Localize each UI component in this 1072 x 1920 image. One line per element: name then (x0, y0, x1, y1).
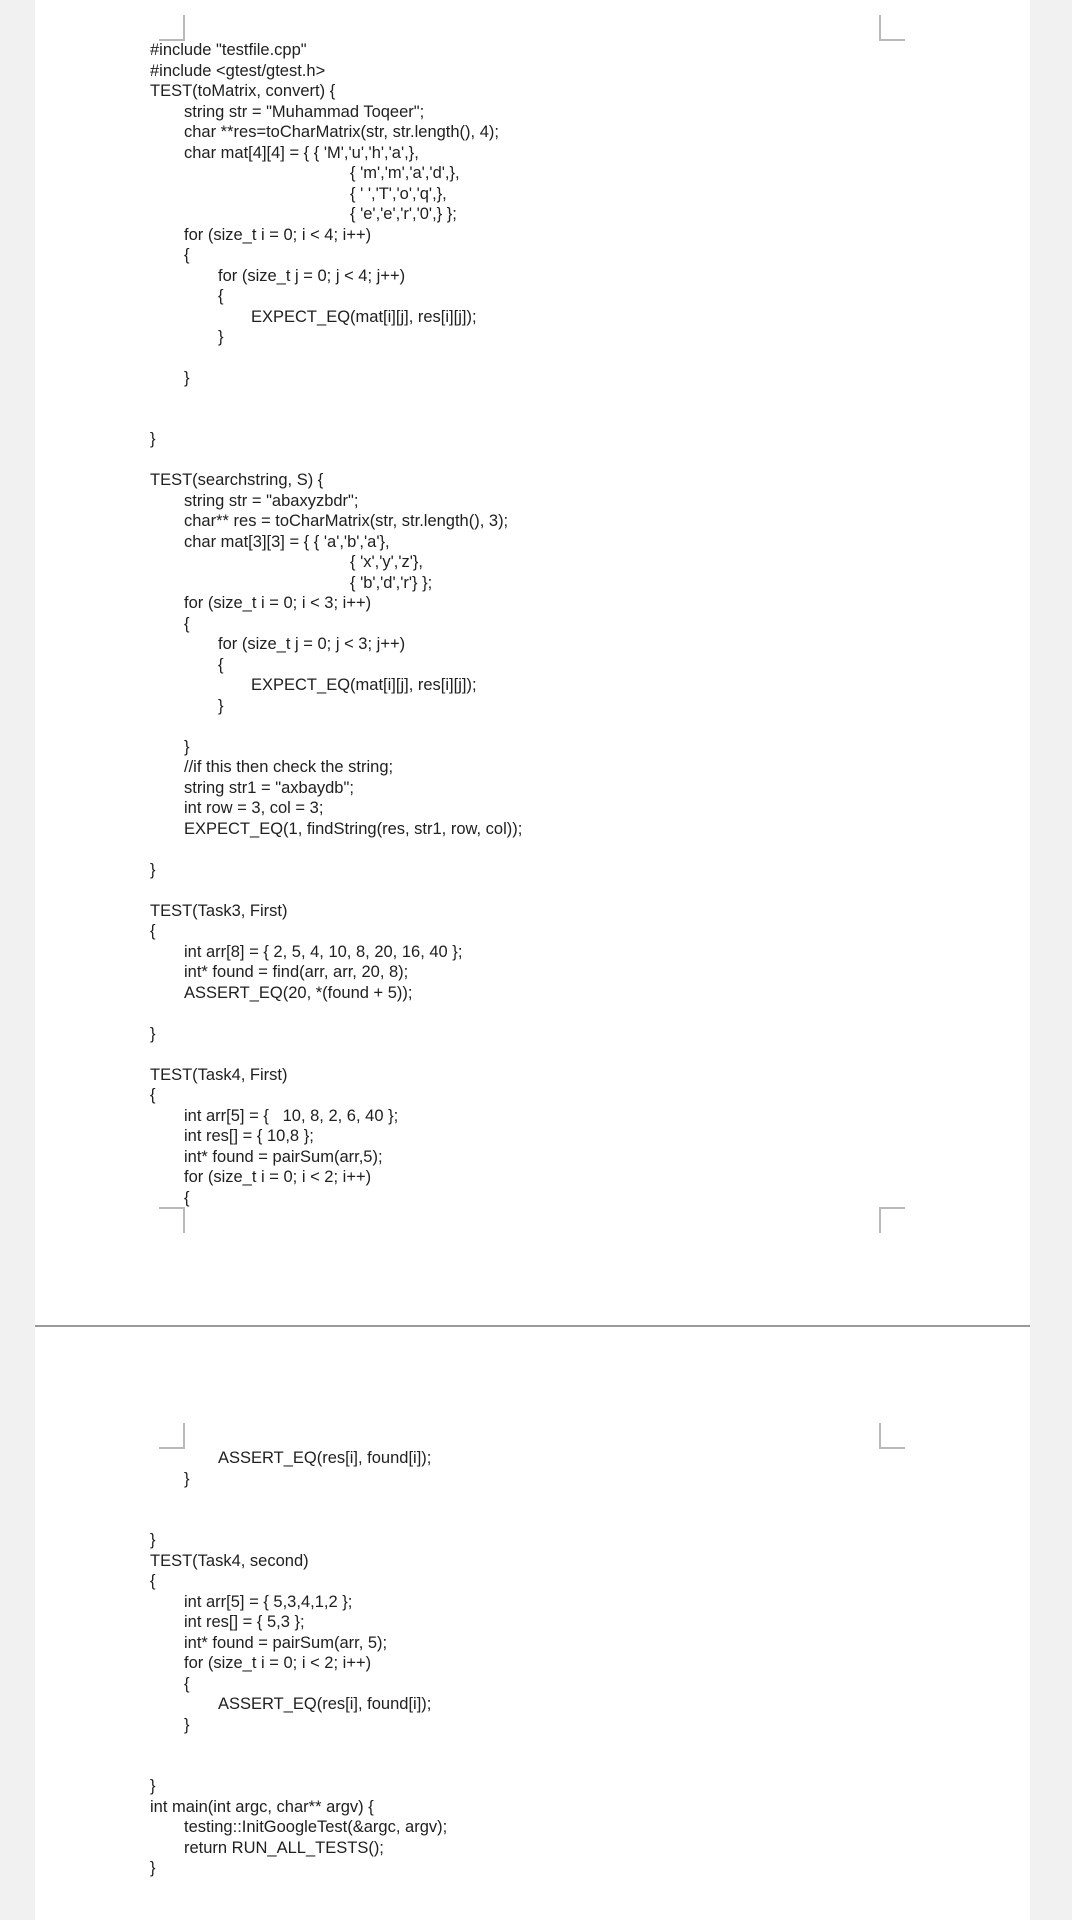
code-line: { (184, 1189, 190, 1207)
code-line: } (184, 1470, 190, 1488)
code-line: TEST(Task4, second) (150, 1552, 309, 1570)
margin-corner-mark (159, 1207, 185, 1233)
code-line: testing::InitGoogleTest(&argc, argv); (184, 1818, 448, 1836)
code-line: { (184, 615, 190, 633)
code-line: string str = "Muhammad Toqeer"; (184, 103, 425, 121)
code-line: EXPECT_EQ(1, findString(res, str1, row, col)); (184, 820, 523, 838)
code-line: for (size_t i = 0; i < 2; i++) (184, 1168, 372, 1186)
code-line: return RUN_ALL_TESTS(); (184, 1839, 384, 1857)
code-line: int arr[5] = { 5,3,4,1,2 }; (184, 1593, 353, 1611)
code-line: { 'b','d','r'} }; (350, 574, 433, 592)
margin-corner-mark (879, 15, 905, 41)
code-line: { (218, 287, 224, 305)
code-line: for (size_t i = 0; i < 2; i++) (184, 1654, 372, 1672)
code-line: TEST(Task4, First) (150, 1066, 288, 1084)
code-line: } (150, 861, 156, 879)
code-line: { 'e','e','r','0',} }; (350, 205, 457, 223)
code-line: for (size_t i = 0; i < 4; i++) (184, 226, 372, 244)
code-line: int row = 3, col = 3; (184, 799, 324, 817)
code-line: { 'm','m','a','d',}, (350, 164, 460, 182)
margin-corner-mark (879, 1207, 905, 1233)
code-line: int res[] = { 10,8 }; (184, 1127, 314, 1145)
code-line: EXPECT_EQ(mat[i][j], res[i][j]); (251, 676, 477, 694)
code-line: int res[] = { 5,3 }; (184, 1613, 305, 1631)
code-line: #include "testfile.cpp" (150, 41, 307, 59)
code-line: TEST(Task3, First) (150, 902, 288, 920)
code-line: } (150, 1025, 156, 1043)
code-line: string str = "abaxyzbdr"; (184, 492, 359, 510)
code-line: ASSERT_EQ(20, *(found + 5)); (184, 984, 413, 1002)
code-line: #include <gtest/gtest.h> (150, 62, 326, 80)
code-line: char mat[3][3] = { { 'a','b','a'}, (184, 533, 390, 551)
code-line: EXPECT_EQ(mat[i][j], res[i][j]); (251, 308, 477, 326)
code-line: TEST(toMatrix, convert) { (150, 82, 336, 100)
code-line: ASSERT_EQ(res[i], found[i]); (218, 1449, 432, 1467)
code-line: } (184, 1716, 190, 1734)
code-line: } (218, 328, 224, 346)
code-line: for (size_t j = 0; j < 3; j++) (218, 635, 406, 653)
code-line: } (184, 738, 190, 756)
code-line: { ' ','T','o','q',}, (350, 185, 447, 203)
code-line: int* found = pairSum(arr,5); (184, 1148, 383, 1166)
code-line: } (150, 1859, 156, 1877)
code-line: } (150, 430, 156, 448)
code-line: string str1 = "axbaydb"; (184, 779, 354, 797)
code-line: { (184, 1675, 190, 1693)
code-line: } (150, 1777, 156, 1795)
code-line: { (218, 656, 224, 674)
code-line: for (size_t i = 0; i < 3; i++) (184, 594, 372, 612)
code-line: char **res=toCharMatrix(str, str.length(), 4); (184, 123, 499, 141)
margin-corner-mark (879, 1423, 905, 1449)
code-line: { (184, 246, 190, 264)
code-line: int* found = pairSum(arr, 5); (184, 1634, 388, 1652)
code-line: for (size_t j = 0; j < 4; j++) (218, 267, 406, 285)
code-line: int* found = find(arr, arr, 20, 8); (184, 963, 409, 981)
code-line: char mat[4][4] = { { 'M','u','h','a',}, (184, 144, 419, 162)
code-line: TEST(searchstring, S) { (150, 471, 324, 489)
code-line: { (150, 922, 156, 940)
margin-corner-mark (159, 15, 185, 41)
document-page-1 (35, 0, 1030, 1325)
margin-corner-mark (159, 1423, 185, 1449)
code-line: int arr[8] = { 2, 5, 4, 10, 8, 20, 16, 40 }; (184, 943, 463, 961)
code-line: } (218, 697, 224, 715)
code-line: char** res = toCharMatrix(str, str.length(), 3); (184, 512, 509, 530)
code-line: int main(int argc, char** argv) { (150, 1798, 374, 1816)
code-line: } (184, 369, 190, 387)
code-line: { 'x','y','z'}, (350, 553, 424, 571)
code-line: int arr[5] = { 10, 8, 2, 6, 40 }; (184, 1107, 399, 1125)
code-line: } (150, 1531, 156, 1549)
code-line: { (150, 1572, 156, 1590)
code-line: //if this then check the string; (184, 758, 394, 776)
code-line: ASSERT_EQ(res[i], found[i]); (218, 1695, 432, 1713)
document-page-2 (35, 1327, 1030, 1920)
code-line: { (150, 1086, 156, 1104)
